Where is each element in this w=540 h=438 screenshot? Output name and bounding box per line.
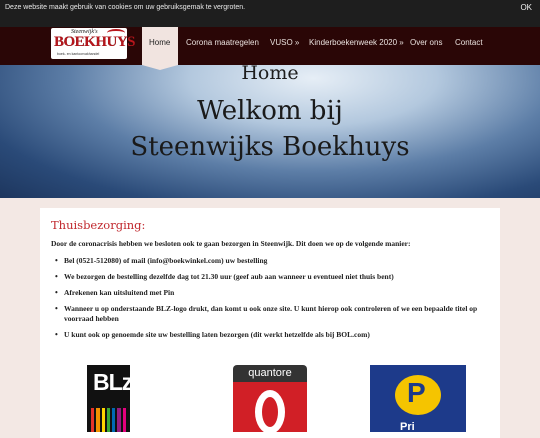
primera-p-icon: P <box>407 377 426 408</box>
quantore-logo-body <box>233 382 307 432</box>
primera-logo[interactable] <box>370 365 466 432</box>
cookie-bar <box>0 0 540 27</box>
nav-item-over-ons[interactable]: Over ons <box>410 38 443 47</box>
list-item: • Bel (0521-512080) of mail (info@boekwinkel.com) uw bestelling <box>55 256 485 266</box>
list-item: • Afrekenen kan uitsluitend met Pin <box>55 288 485 298</box>
intro-text: Door de coronacrisis hebben we besloten ook te gaan bezorgen in Steenwijk. Dit doen we op de volgende manier: <box>51 239 411 248</box>
hero-title-line2: Steenwijks Boekhuys <box>130 132 410 162</box>
active-nav-indicator <box>142 65 178 70</box>
logo-line3: boek- en kantoorvakhandel <box>57 52 100 56</box>
nav-item-corona[interactable]: Corona maatregelen <box>186 38 259 47</box>
quantore-logo[interactable] <box>233 365 307 432</box>
list-item: • Wanneer u op onderstaande BLZ-logo drukt, dan komt u ook onze site. U kunt hierop ook controleren of we een bepaalde titel op voorraad hebben <box>55 304 485 324</box>
logo-line1: Steenwijk's <box>71 29 98 35</box>
cookie-message: Deze website maakt gebruik van cookies om uw gebruiksgemak te vergroten. <box>5 4 246 11</box>
blz-color-bars <box>91 408 126 432</box>
site-logo[interactable] <box>51 28 136 59</box>
nav-item-kinderboekenweek[interactable]: Kinderboekenweek 2020 » <box>309 38 404 47</box>
blz-logo-link[interactable] <box>87 365 138 432</box>
nav-item-home[interactable] <box>142 27 178 65</box>
hero-title-line1: Welkom bij <box>197 96 343 126</box>
hero-banner <box>0 62 540 198</box>
delivery-list <box>55 256 485 346</box>
list-item: • We bezorgen de bestelling dezelfde dag tot 21.30 uur (geef aub aan wanneer u eventueel niet thuis bent) <box>55 272 485 282</box>
nav-item-vuso[interactable]: VUSO » <box>270 38 300 47</box>
nav-item-contact[interactable]: Contact <box>455 38 483 47</box>
navbar <box>0 27 540 65</box>
logo-line2: BOEKHUYS <box>54 34 136 50</box>
section-heading: Thuisbezorging: <box>51 218 146 232</box>
quantore-logo-text: quantore <box>233 365 307 382</box>
quantore-q-icon <box>255 390 285 434</box>
nav-item-home-label: Home <box>149 38 171 47</box>
blz-logo-text: BLz. <box>93 369 138 395</box>
cookie-ok-button[interactable]: OK <box>520 3 532 12</box>
primera-logo-text: Pri <box>400 421 415 433</box>
list-item: • U kunt ook op genoemde site uw bestelling laten bezorgen (dit werkt hetzelfde als bij BOL.com) <box>55 330 485 340</box>
page-title: Home <box>241 62 299 84</box>
